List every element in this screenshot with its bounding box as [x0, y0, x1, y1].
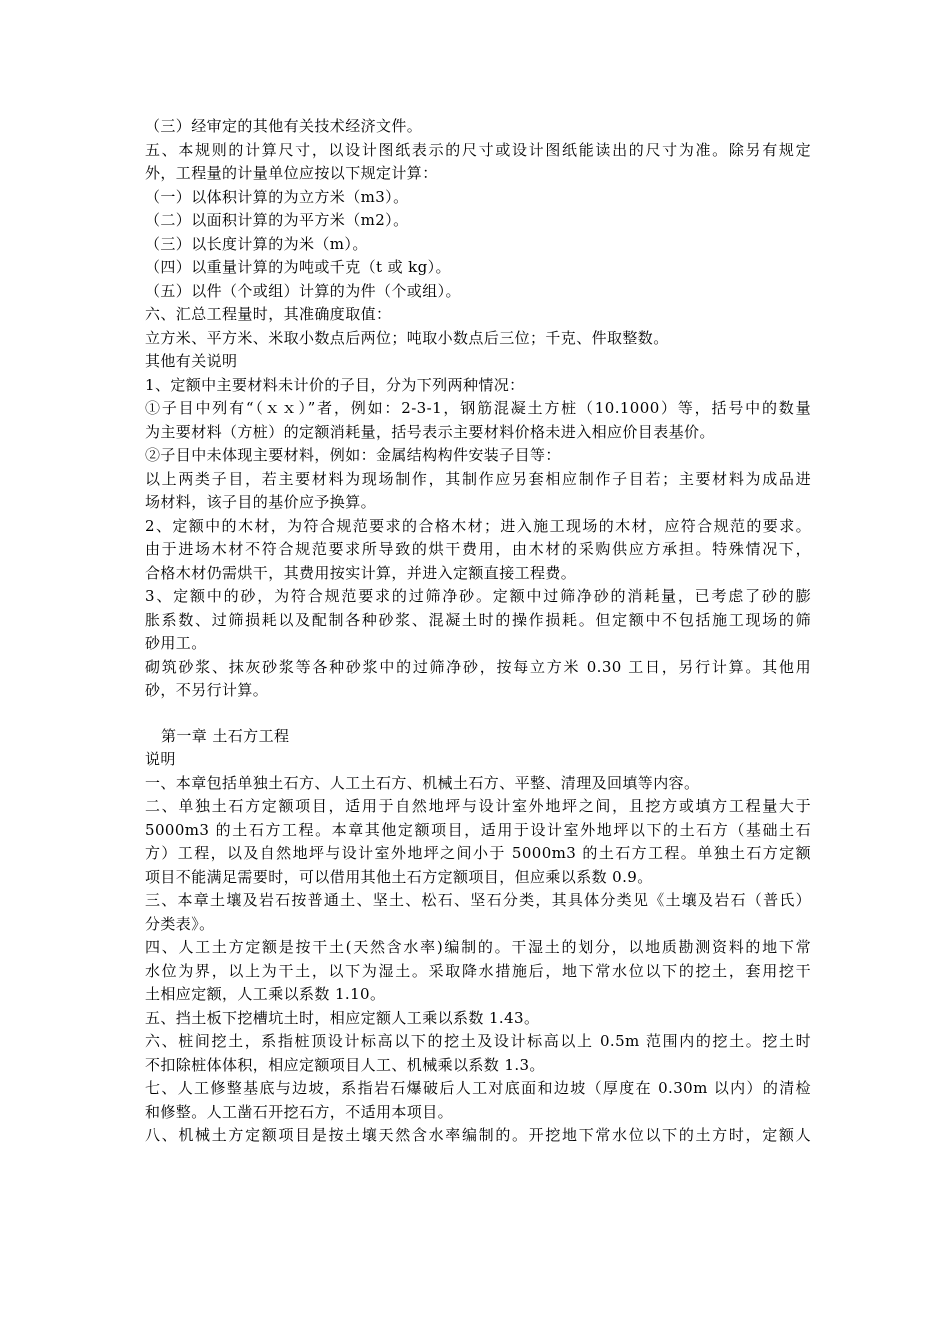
text-line: 1、定额中主要材料未计价的子目，分为下列两种情况： [145, 375, 525, 394]
text-line: 方）工程，以及自然地坪与设计室外地坪之间小于 5000m3 的土石方工程。单独土石方定额 [145, 844, 811, 862]
text-line: （三）经审定的其他有关技术经济文件。 [145, 117, 423, 135]
text-line: （五）以件（个或组）计算的为件（个或组）。 [145, 281, 461, 300]
text-line: 胀系数、过筛损耗以及配制各种砂浆、混凝土时的操作损耗。但定额中不包括施工现场的筛 [145, 610, 811, 629]
text-line: 不扣除桩体体积，相应定额项目人工、机械乘以系数 1.3。 [145, 1055, 545, 1074]
text-line: 和修整。人工凿石开挖石方，不适用本项目。 [145, 1102, 454, 1121]
text-line: 以上两类子目，若主要材料为现场制作，其制作应另套相应制作子目若；主要材料为成品进 [145, 469, 811, 488]
chapter-notes-section [145, 748, 811, 1148]
text-line: 土相应定额，人工乘以系数 1.10。 [145, 985, 386, 1003]
text-line: 说明 [145, 750, 176, 768]
rules-section [145, 115, 811, 703]
text-line: 砂用工。 [145, 634, 207, 652]
text-line: ①子目中列有“（ｘｘ）”者，例如：2-3-1，钢筋混凝土方桩（10.1000）等，括号中的数量 [145, 399, 811, 417]
text-line: 三、本章土壤及岩石按普通土、坚土、松石、坚石分类，其具体分类见《土壤及岩石（普氏） [145, 891, 811, 909]
text-line: 六、汇总工程量时，其准确度取值： [145, 305, 392, 323]
text-line: 分类表》。 [145, 914, 215, 933]
text-line: 七、人工修整基底与边坡，系指岩石爆破后人工对底面和边坡（厚度在 0.30m 以内）的清检 [145, 1079, 811, 1097]
text-line: 六、桩间挖土，系指桩顶设计标高以下的挖土及设计标高以上 0.5m 范围内的挖土。挖土时 [145, 1032, 811, 1050]
text-line: 3、定额中的砂，为符合规范要求的过筛净砂。定额中过筛净砂的消耗量，已考虑了砂的膨 [145, 587, 811, 605]
text-line: 立方米、平方米、米取小数点后两位；吨取小数点后三位；千克、件取整数。 [145, 328, 669, 347]
text-line: 为主要材料（方桩）的定额消耗量，括号表示主要材料价格未进入相应价目表基价。 [145, 422, 715, 441]
text-line: 2、定额中的木材，为符合规范要求的合格木材；进入施工现场的木材，应符合规范的要求。 [145, 516, 811, 535]
text-line: 二、单独土石方定额项目，适用于自然地坪与设计室外地坪之间，且挖方或填方工程量大于 [145, 797, 811, 815]
chapter-title: 第一章 土石方工程 [161, 726, 290, 745]
text-line: 砂，不另行计算。 [145, 681, 269, 699]
text-line: （四）以重量计算的为吨或千克（t 或 kg）。 [145, 258, 451, 276]
text-line: （二）以面积计算的为平方米（m2）。 [145, 211, 409, 229]
section-gap [145, 703, 811, 725]
text-line: （三）以长度计算的为米（m）。 [145, 234, 368, 253]
text-line: 五、本规则的计算尺寸，以设计图纸表示的尺寸或设计图纸能读出的尺寸为准。除另有规定 [145, 140, 811, 159]
text-line: 外，工程量的计量单位应按以下规定计算： [145, 164, 438, 182]
text-line: 四、人工土方定额是按干土(天然含水率)编制的。干湿土的划分，以地质勘测资料的地下常 [145, 938, 811, 956]
text-line: 项目不能满足需要时，可以借用其他土石方定额项目，但应乘以系数 0.9。 [145, 867, 653, 886]
text-line: ②子目中未体现主要材料，例如：金属结构构件安装子目等： [145, 446, 561, 464]
text-line: 由于进场木材不符合规范要求所导致的烘干费用，由木材的采购供应方承担。特殊情况下， [145, 540, 811, 558]
text-line: 一、本章包括单独土石方、人工土石方、机械土石方、平整、清理及回填等内容。 [145, 773, 700, 792]
text-line: 5000m3 的土石方工程。本章其他定额项目，适用于设计室外地坪以下的土石方（基础土石 [145, 820, 811, 839]
text-line: 砌筑砂浆、抹灰砂浆等各种砂浆中的过筛净砂，按每立方米 0.30 工日，另行计算。其他用 [145, 657, 811, 676]
document-page [145, 115, 811, 1148]
text-line: 其他有关说明 [145, 352, 238, 370]
text-line: 八、机械土方定额项目是按土壤天然含水率编制的。开挖地下常水位以下的土方时，定额人 [145, 1126, 811, 1144]
text-line: 场材料，该子目的基价应予换算。 [145, 493, 377, 511]
text-line: 水位为界，以上为干土，以下为湿土。采取降水措施后，地下常水位以下的挖土，套用挖干 [145, 961, 811, 980]
text-line: 五、挡土板下挖槽坑土时，相应定额人工乘以系数 1.43。 [145, 1008, 540, 1027]
text-line: （一）以体积计算的为立方米（m3）。 [145, 187, 409, 206]
text-line: 合格木材仍需烘干，其费用按实计算，并进入定额直接工程费。 [145, 563, 577, 582]
